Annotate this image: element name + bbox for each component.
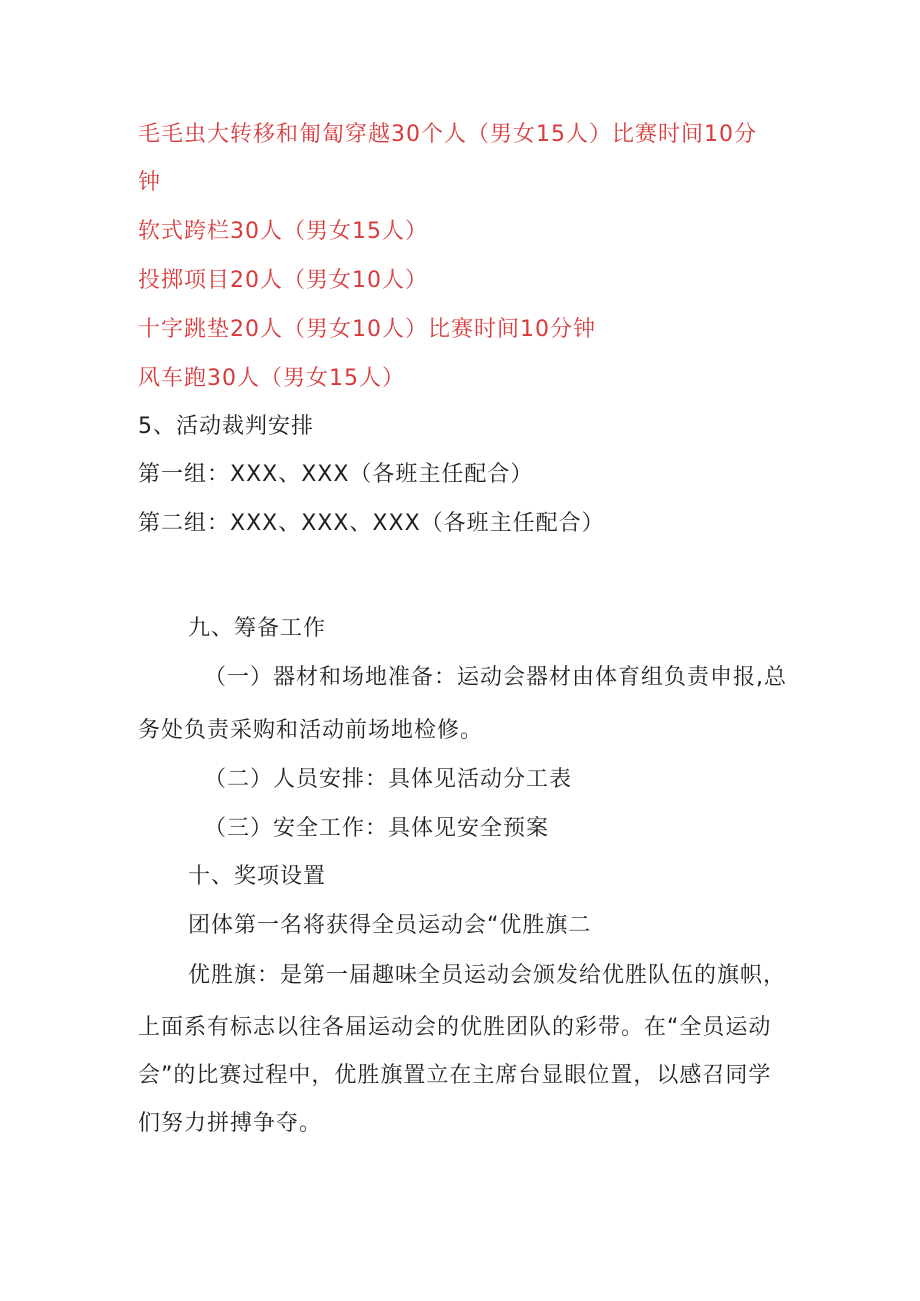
prep-item1-line2: 务处负责采购和活动前场地检修。 [138,718,484,743]
event-hurdles: 软式跨栏30人（男女15人） [138,219,428,244]
event-caterpillar-line2: 钟 [138,170,162,195]
event-throwing: 投掷项目20人（男女10人） [138,268,428,293]
event-cross-jump: 十字跳垫20人（男女10人）比赛时间10分钟 [138,317,596,342]
awards-para-line1: 优胜旗：是第一届趣味全员运动会颁发给优胜队伍的旗帜， [188,963,787,988]
prep-item2: （二）人员安排：具体见活动分工表 [204,767,573,792]
event-caterpillar-line1: 毛毛虫大转移和匍匐穿越30个人（男女15人）比赛时间10分 [138,122,757,147]
referee-heading: 5、活动裁判安排 [138,414,314,439]
prep-heading: 九、筹备工作 [188,616,327,641]
awards-para-line4: 们努力拼搏争夺。 [138,1111,323,1136]
awards-para-line3: 会”的比赛过程中，优胜旗置立在主席台显眼位置，以感召同学 [138,1063,772,1088]
referee-group2: 第二组：XXX、XXX、XXX（各班主任配合） [138,511,605,536]
referee-group1: 第一组：XXX、XXX（各班主任配合） [138,462,534,487]
awards-para-line2: 上面系有标志以往各届运动会的优胜团队的彩带。在“全员运动 [138,1015,772,1040]
event-windmill-run: 风车跑30人（男女15人） [138,366,405,391]
prep-item3: （三）安全工作：具体见安全预案 [204,816,550,841]
awards-heading: 十、奖项设置 [188,864,327,889]
prep-item1-line1: （一）器材和场地准备：运动会器材由体育组负责申报,总 [204,665,787,690]
awards-line1: 团体第一名将获得全员运动会“优胜旗二 [188,913,592,938]
